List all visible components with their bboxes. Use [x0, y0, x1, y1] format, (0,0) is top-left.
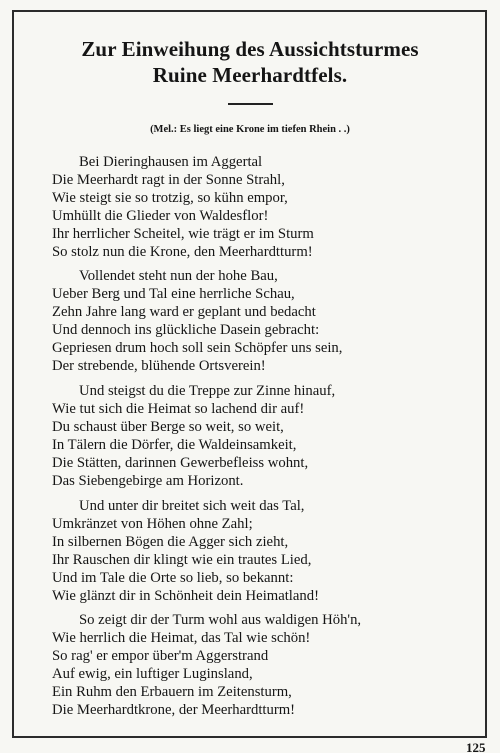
stanza-4-line-5: Und im Tale die Orte so lieb, so bekannt:: [52, 570, 294, 586]
poem-title-line-2: Ruine Meerhardtfels.: [152, 63, 348, 87]
stanza-4-line-1: Und unter dir breitet sich weit das Tal,: [79, 498, 305, 514]
stanza-5-line-2: Wie herrlich die Heimat, das Tal wie schön!: [52, 630, 311, 646]
stanza-1-line-3: Wie steigt sie so trotzig, so kühn empor,: [52, 190, 288, 206]
stanza-2-line-4: Und dennoch ins glückliche Dasein gebracht:: [52, 322, 320, 338]
melody-note: (Mel.: Es liegt eine Krone im tiefen Rhein . .): [150, 124, 350, 135]
stanza-2-line-6: Der strebende, blühende Ortsverein!: [52, 358, 266, 374]
stanza-3-line-2: Wie tut sich die Heimat so lachend dir auf!: [52, 401, 305, 417]
stanza-3-line-1: Und steigst du die Treppe zur Zinne hinauf,: [79, 383, 336, 399]
stanza-5-line-4: Auf ewig, ein luftiger Luginsland,: [52, 666, 253, 682]
stanza-2-line-3: Zehn Jahre lang ward er geplant und bedacht: [52, 304, 316, 320]
stanza-3-line-4: In Tälern die Dörfer, die Waldeinsamkeit,: [52, 437, 297, 453]
stanza-1-line-2: Die Meerhardt ragt in der Sonne Strahl,: [52, 172, 285, 188]
stanza-1-line-1: Bei Dieringhausen im Aggertal: [79, 154, 263, 170]
stanza-3-line-3: Du schaust über Berge so weit, so weit,: [52, 419, 284, 435]
stanza-1-line-4: Umhüllt die Glieder von Waldesflor!: [52, 208, 269, 224]
stanza-1-line-6: So stolz nun die Krone, den Meerhardtturm!: [52, 244, 313, 260]
stanza-5-line-6: Die Meerhardtkrone, der Meerhardtturm!: [52, 702, 296, 718]
stanza-4-line-6: Wie glänzt dir in Schönheit dein Heimatland!: [52, 588, 319, 604]
stanza-1-line-5: Ihr herrlicher Scheitel, wie trägt er im Sturm: [52, 226, 314, 242]
stanza-4-line-3: In silbernen Bögen die Agger sich zieht,: [52, 534, 289, 550]
stanza-2-line-1: Vollendet steht nun der hohe Bau,: [79, 268, 278, 284]
stanza-5-line-3: So rag' er empor über'm Aggerstrand: [52, 648, 269, 664]
stanza-5-line-5: Ein Ruhm den Erbauern im Zeitensturm,: [52, 684, 292, 700]
title-divider: [228, 103, 273, 105]
stanza-4-line-4: Ihr Rauschen dir klingt wie ein trautes Lied,: [52, 552, 312, 568]
stanza-3-line-6: Das Siebengebirge am Horizont.: [52, 473, 244, 489]
stanza-4-line-2: Umkränzet von Höhen ohne Zahl;: [52, 516, 253, 532]
stanza-5-line-1: So zeigt dir der Turm wohl aus waldigen Höh'n,: [79, 612, 362, 628]
stanza-3-line-5: Die Stätten, darinnen Gewerbefleiss wohnt,: [52, 455, 309, 471]
stanza-2-line-5: Gepriesen drum hoch soll sein Schöpfer uns sein,: [52, 340, 343, 356]
stanza-2-line-2: Ueber Berg und Tal eine herrliche Schau,: [52, 286, 295, 302]
page-number: 125: [466, 742, 486, 753]
poem-title-line-1: Zur Einweihung des Aussichtsturmes: [81, 37, 419, 61]
